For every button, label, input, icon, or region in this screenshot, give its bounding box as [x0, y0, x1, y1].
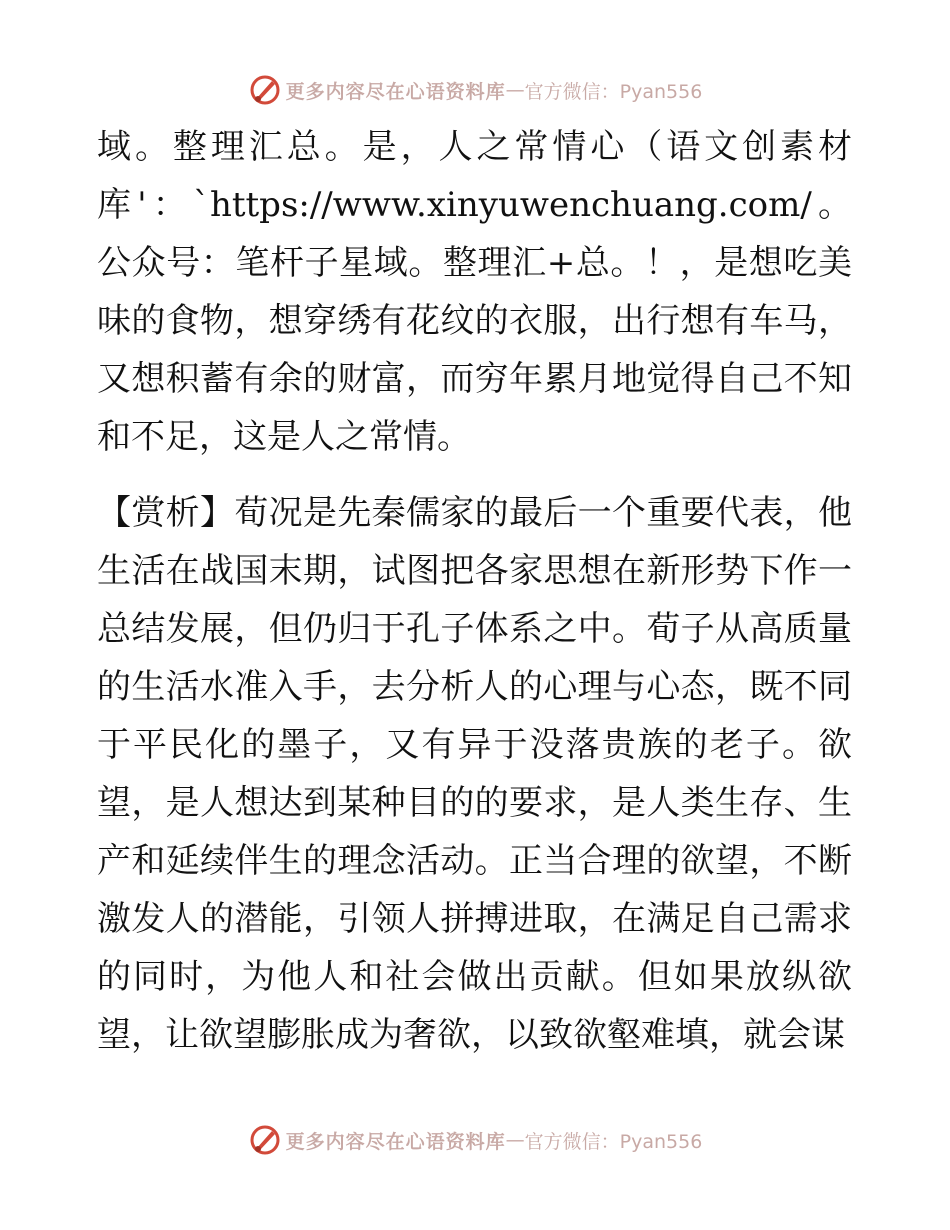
- banner-title: 更多内容尽在心语资料库: [285, 1130, 506, 1153]
- banner-dash: —: [505, 1129, 525, 1151]
- document-body: [97, 118, 852, 1064]
- header-banner: [0, 70, 950, 110]
- banner-contact: 官方微信：Pyan556: [524, 80, 703, 103]
- paragraph-1: 域。整理汇总。是，人之常情心（语文创素材库'：`https://www.xinyuwenchuang.com/。公众号：笔杆子星域。整理汇+总。！，是想吃美味的食物，想穿绣有花纹的衣服，出行想有车马，又想积蓄有余的财富，而穷年累月地觉得自己不知和不足，这是人之常情。: [97, 127, 852, 457]
- banner-title: 更多内容尽在心语资料库: [285, 80, 506, 103]
- banner-dash: —: [505, 79, 525, 101]
- brush-logo-icon: [248, 73, 282, 107]
- brush-logo-icon: [248, 1123, 282, 1157]
- banner-contact: 官方微信：Pyan556: [524, 1130, 703, 1153]
- paragraph-2: 【赏析】荀况是先秦儒家的最后一个重要代表，他生活在战国末期，试图把各家思想在新形势下作一总结发展，但仍归于孔子体系之中。荀子从高质量的生活水准入手，去分析人的心理与心态，既不同于平民化的墨子，又有异于没落贵族的老子。欲望，是人想达到某种目的的要求，是人类生存、生产和延续伴生的理念活动。正当合理的欲望，不断激发人的潜能，引领人拼搏进取，在满足自己需求的同时，为他人和社会做出贡献。但如果放纵欲望，让欲望膨胀成为奢欲，以致欲壑难填，就会谋: [97, 493, 852, 1055]
- footer-banner: [0, 1120, 950, 1160]
